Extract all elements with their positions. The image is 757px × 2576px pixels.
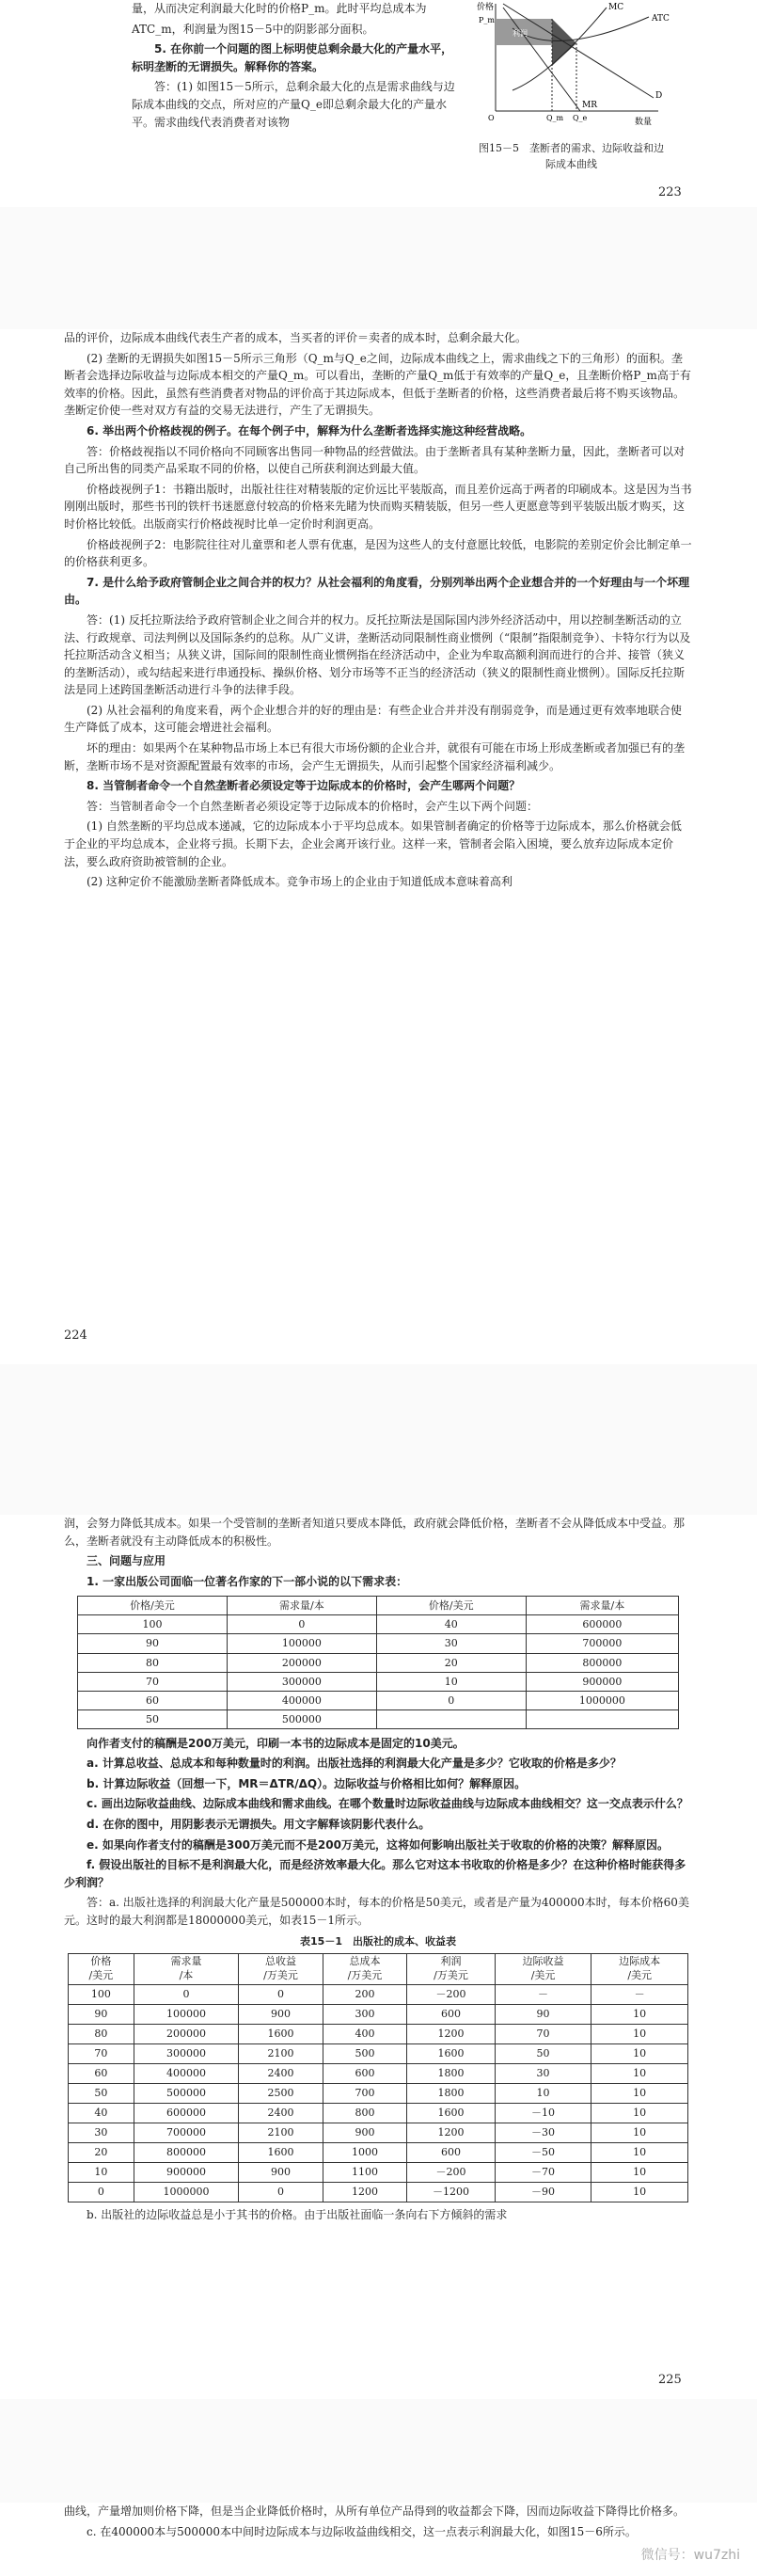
table-cell: 2400: [239, 2103, 323, 2123]
table-header: 价格/美元: [78, 1597, 228, 1615]
table-cell: 1200: [323, 2182, 406, 2202]
table-cell: －50: [495, 2142, 591, 2162]
table-cell: 2400: [239, 2063, 323, 2083]
table-cell: 600000: [134, 2103, 239, 2123]
table-cell: －1200: [407, 2182, 496, 2202]
table-cell: 100: [78, 1615, 228, 1634]
table-row: [69, 2004, 688, 2024]
table-cell: 200000: [227, 1653, 376, 1672]
page-224-text: [64, 329, 692, 894]
table-cell: 10: [591, 2182, 688, 2202]
table-cell: 70: [495, 2024, 591, 2043]
table-cell: 0: [239, 2182, 323, 2202]
table-cell: 100000: [134, 2004, 239, 2024]
mr-label: MR: [582, 101, 597, 110]
table-cell: 900000: [134, 2162, 239, 2182]
table-cell: 400000: [134, 2063, 239, 2083]
answer-8: (2) 这种定价不能激励垄断者降低成本。竞争市场上的企业由于知道低成本意味着高利: [87, 875, 513, 889]
table-cell: 600000: [526, 1615, 678, 1634]
question-7: 7. 是什么给予政府管制企业之间合并的权力？从社会福利的角度看，分别列举出两个企业想合并的一个好理由与一个坏理由。: [64, 575, 690, 607]
table-cell: 70: [78, 1672, 228, 1691]
table-cell: 10: [591, 2043, 688, 2063]
paragraph: 润，会努力降低其成本。如果一个受管制的垄断者知道只要成本降低，政府就会降低价格，垄断者不会从降低成本中受益。那么，垄断者就没有主动降低成本的积极性。: [64, 1517, 686, 1548]
figure-caption: 图15－5 垄断者的需求、边际收益和边际成本曲线: [479, 142, 664, 170]
table-cell: 800000: [134, 2142, 239, 2162]
table-row: [78, 1634, 679, 1653]
text-line: 量，从而决定利润最大化时的价格P_m。此时平均总成本为: [132, 2, 427, 15]
question-1: 1. 一家出版公司面临一位著名作家的下一部小说的以下需求表：: [87, 1574, 408, 1588]
table-cell: 1100: [323, 2162, 406, 2182]
demand-table: [77, 1596, 679, 1728]
answer-7: 答：(1) 反托拉斯法给予政府管制企业之间合并的权力。反托拉斯法是国际国内涉外经济活动中，用以控制垄断活动的立法、行政规章、司法判例以及国际条约的总称。从广义讲，垄断活动同限制性商业惯例（“限制”指限制竞争）、卡特尔行为以及托拉斯活动含义相当；从狭义讲，国际间的限制性商业惯例指在经济活动中，企业为牟取高额利润而进行的合并、接管（狭义的垄断活动），或勾结起来进行串通投标、操纵价格、划分市场等不正当的经济活动（狭义的限制性商业惯例）。国际反托拉斯法是同上述跨国垄断活动进行斗争的法律手段。: [64, 612, 691, 697]
table-header: 需求量 /本: [134, 1953, 239, 1984]
atc-label: ATC: [652, 14, 670, 24]
table-cell: 40: [69, 2103, 134, 2123]
table-cell: －200: [407, 1984, 496, 2004]
table-cell: 50: [69, 2083, 134, 2103]
text-line: ATC_m，利润量为图15－5中的阴影部分面积。: [132, 22, 374, 36]
paragraph: c. 在400000本与500000本中间时边际成本与边际收益曲线相交，这一点表示利润最大化，如图15－6所示。: [87, 2524, 637, 2538]
table-cell: 1000: [323, 2142, 406, 2162]
table-cell: 900: [239, 2004, 323, 2024]
table-cell: 600: [323, 2063, 406, 2083]
table-cell: 10: [495, 2083, 591, 2103]
answer-6: 价格歧视例子2：电影院往往对儿童票和老人票有优惠，是因为这些人的支付意愿比较低，电影院的差别定价会比制定单一的价格获利更多。: [64, 537, 692, 569]
table-cell: －90: [495, 2182, 591, 2202]
table-cell: 50: [78, 1709, 228, 1728]
origin-label: O: [488, 114, 495, 122]
table-cell: 200: [323, 1984, 406, 2004]
table-header: 价格/美元: [376, 1597, 526, 1615]
table-cell: 20: [376, 1653, 526, 1672]
table-cell: 10: [69, 2162, 134, 2182]
paragraph: 曲线，产量增加则价格下降，但是当企业降低价格时，从所有单位产品得到的收益都会下降，因而边际收益下降得比价格多。: [64, 2504, 686, 2518]
table-cell: －30: [495, 2123, 591, 2142]
table-header: 总成本 /万美元: [323, 1953, 406, 1984]
table-cell: [526, 1709, 678, 1728]
table-cell: －200: [407, 2162, 496, 2182]
table-cell: 0: [239, 1984, 323, 2004]
table-row: [69, 2182, 688, 2202]
table-cell: 10: [591, 2123, 688, 2142]
table-cell: 900: [239, 2162, 323, 2182]
table-cell: 500000: [227, 1709, 376, 1728]
question-6: 6. 举出两个价格歧视的例子。在每个例子中，解释为什么垄断者选择实施这种经营战略。: [87, 423, 532, 437]
table-row: [69, 2103, 688, 2123]
answer-a: 答：a. 出版社选择的利润最大化产量是500000本时，每本的价格是50美元，或者是产量为400000本时，每本价格60美元。这时的最大利润都是18000000美元，如表15－1所示。: [64, 1896, 689, 1928]
paragraph: (2) 垄断的无谓损失如图15－5所示三角形（Q_m与Q_e之间，边际成本曲线之上，需求曲线之下的三角形）的面积。垄断者会选择边际收益与边际成本相交的产量Q_m。可以看出，垄断的产量Q_m低于有效率的产量Q_e，且垄断价格P_m高于有效率的价格。因此，虽然有些消费者对物品的评价高于其边际成本，但低于垄断者的价格，这些消费者最后将不购买该物品。垄断定价使一些对双方有益的交易无法进行，产生了无谓损失。: [64, 351, 691, 418]
table-header: 需求量/本: [227, 1597, 376, 1615]
table-cell: 80: [78, 1653, 228, 1672]
table-cell: 100000: [227, 1634, 376, 1653]
table-cell: 1000000: [134, 2182, 239, 2202]
table-row: [78, 1615, 679, 1634]
table-cell: 1600: [239, 2142, 323, 2162]
table-row: [69, 2043, 688, 2063]
mc-label: MC: [608, 3, 624, 12]
table-cell: 40: [376, 1615, 526, 1634]
page-225: [0, 1515, 757, 2399]
answer-8: 答：当管制者命令一个自然垄断者必须设定等于边际成本的价格时，会产生以下两个问题：: [87, 799, 539, 813]
d-label: D: [655, 91, 663, 101]
watermark: 微信号：wu7zhi: [640, 2548, 740, 2564]
table-cell: 500: [323, 2043, 406, 2063]
table-cell: 90: [495, 2004, 591, 2024]
table-cell: 1200: [407, 2024, 496, 2043]
table-cell: 100: [69, 1984, 134, 2004]
table-cell: 700: [323, 2083, 406, 2103]
table-row: [69, 1984, 688, 2004]
table-cell: 10: [376, 1672, 526, 1691]
page-226-text: [64, 2503, 692, 2543]
page-number: 224: [64, 1328, 87, 1343]
answer-6: 价格歧视例子1：书籍出版时，出版社往往对精装版的定价远比平装版高，而且差价远高于两者的印刷成本。这是因为当书刚刚出版时，那些书刊的铁杆书迷愿意付较高的价格来先睹为快而购买精装版，但另一些人更愿意等到平装版出版才购买，这时价格比较低。出版商实行价格歧视时比单一定价时利润更高。: [64, 482, 692, 531]
section-title: 三、问题与应用: [87, 1554, 166, 1568]
table-cell: 30: [69, 2123, 134, 2142]
table-header: 边际成本 /美元: [591, 1953, 688, 1984]
page-223: [0, 0, 757, 207]
table-row: [69, 2142, 688, 2162]
table-cell: 2500: [239, 2083, 323, 2103]
table-cell: 900000: [526, 1672, 678, 1691]
table-header: 总收益 /万美元: [239, 1953, 323, 1984]
cost-revenue-table: [68, 1953, 688, 2202]
table-cell: 10: [591, 2063, 688, 2083]
page-223-text: [132, 0, 461, 134]
paragraph: 品的评价，边际成本曲线代表生产者的成本，当买者的评价＝卖者的成本时，总剩余最大化。: [64, 331, 528, 344]
sub-question-a: a. 计算总收益、总成本和每种数量时的利润。出版社选择的利润最大化产量是多少？它收取的价格是多少？: [87, 1757, 622, 1771]
page-225-text: [64, 1515, 692, 2226]
table-cell: 0: [227, 1615, 376, 1634]
answer-8: (1) 自然垄断的平均总成本递减，它的边际成本小于平均总成本。如果管制者确定的价格等于边际成本，那么价格就会低于企业的平均总成本，企业将亏损。长期下去，企业会离开该行业。这样一来，管制者会陷入困境，要么放弃边际成本定价法，要么政府资助被管制的企业。: [64, 819, 682, 868]
table-cell: 1600: [407, 2103, 496, 2123]
pm-label: P_m: [479, 16, 495, 24]
table-cell: 2100: [239, 2043, 323, 2063]
table-cell: 10: [591, 2024, 688, 2043]
page-number: 223: [658, 185, 682, 199]
y-axis-label: 价格: [477, 3, 495, 12]
table-cell: 10: [591, 2162, 688, 2182]
table-cell: 400000: [227, 1691, 376, 1709]
table-cell: 1200: [407, 2123, 496, 2142]
table-cell: 700000: [526, 1634, 678, 1653]
table-cell: 2100: [239, 2123, 323, 2142]
sub-question-c: c. 画出边际收益曲线、边际成本曲线和需求曲线。在哪个数量时边际收益曲线与边际成本曲线相交？这一交点表示什么？: [87, 1797, 688, 1811]
table-cell: －70: [495, 2162, 591, 2182]
question-1-intro: 向作者支付的稿酬是200万美元，印刷一本书的边际成本是固定的10美元。: [87, 1736, 465, 1750]
page-226: [0, 2503, 757, 2576]
table-cell: 50: [495, 2043, 591, 2063]
table-cell: 200000: [134, 2024, 239, 2043]
table-cell: 900: [323, 2123, 406, 2142]
table-cell: 500000: [134, 2083, 239, 2103]
table-cell: 1600: [239, 2024, 323, 2043]
table-cell: 60: [69, 2063, 134, 2083]
table-cell: 0: [134, 1984, 239, 2004]
table-cell: 10: [591, 2004, 688, 2024]
table-row: [78, 1672, 679, 1691]
page-gap: [0, 207, 757, 329]
table-cell: 70: [69, 2043, 134, 2063]
table-cell: 1800: [407, 2063, 496, 2083]
sub-question-b: b. 计算边际收益（回想一下，MR＝ΔTR/ΔQ）。边际收益与价格相比如何？解释原因。: [87, 1776, 527, 1790]
page-gap: [0, 1364, 757, 1515]
table-header: 需求量/本: [526, 1597, 678, 1615]
profit-label: 利润: [513, 29, 528, 38]
table-row: [69, 2024, 688, 2043]
table-cell: 300000: [227, 1672, 376, 1691]
qe-label: Q_e: [573, 114, 588, 122]
table-cell: 700000: [134, 2123, 239, 2142]
table-cell: 300000: [134, 2043, 239, 2063]
cost-table-title: 表15－1 出版社的成本、收益表: [300, 1934, 456, 1948]
table-cell: 0: [69, 2182, 134, 2202]
table-cell: 10: [591, 2142, 688, 2162]
x-axis-label: 数量: [635, 118, 653, 127]
answer-7: (2) 从社会福利的角度来看，两个企业想合并的好的理由是：有些企业合并并没有削弱竞争，而是通过更有效率地联合使生产降低了成本，这可能会增进社会福利。: [64, 703, 682, 735]
sub-question-d: d. 在你的图中，用阴影表示无谓损失。用文字解释该阴影代表什么。: [87, 1818, 431, 1832]
table-row: [69, 2083, 688, 2103]
table-cell: －: [591, 1984, 688, 2004]
table-row: [78, 1653, 679, 1672]
table-cell: 1000000: [526, 1691, 678, 1709]
table-cell: 800: [323, 2103, 406, 2123]
table-row: [69, 2063, 688, 2083]
answer-7: 坏的理由：如果两个在某种物品市场上本已有很大市场份额的企业合并，就很有可能在市场上形成垄断或者加强已有的垄断，垄断市场不是对资源配置最有效率的市场，会产生无谓损失，从而引起整个国家经济福利减少。: [64, 741, 686, 772]
table-cell: 800000: [526, 1653, 678, 1672]
table-header: 边际收益 /美元: [495, 1953, 591, 1984]
table-cell: 300: [323, 2004, 406, 2024]
answer-6: 答：价格歧视指以不同价格向不同顾客出售同一种物品的经营做法。由于垄断者具有某种垄断力量，因此，垄断者可以对自己所出售的同类产品采取不同的价格，以使自己所获利润达到最大值。: [64, 444, 686, 476]
table-row: [78, 1709, 679, 1728]
table-header: 价格 /美元: [69, 1953, 134, 1984]
table-cell: 10: [591, 2083, 688, 2103]
table-row: [69, 2162, 688, 2182]
table-cell: 400: [323, 2024, 406, 2043]
table-cell: 1800: [407, 2083, 496, 2103]
table-cell: 30: [495, 2063, 591, 2083]
answer-5: 答：(1) 如图15－5所示，总剩余最大化的点是需求曲线与边际成本曲线的交点，所对应的产量Q_e即总剩余最大化的产量水平。需求曲线代表消费者对该物: [132, 80, 455, 129]
table-row: [78, 1691, 679, 1709]
table-cell: [376, 1709, 526, 1728]
table-cell: 0: [376, 1691, 526, 1709]
table-cell: 30: [376, 1634, 526, 1653]
answer-b: b. 出版社的边际收益总是小于其书的价格。由于出版社面临一条向右下方倾斜的需求: [87, 2207, 508, 2221]
page-number: 225: [658, 2373, 682, 2387]
qm-label: Q_m: [546, 114, 564, 122]
page-gap: [0, 2399, 757, 2503]
table-cell: 600: [407, 2142, 496, 2162]
table-header: 利润 /万美元: [407, 1953, 496, 1984]
table-cell: 20: [69, 2142, 134, 2162]
table-row: [69, 2123, 688, 2142]
table-cell: 1600: [407, 2043, 496, 2063]
table-cell: 90: [69, 2004, 134, 2024]
table-cell: 10: [591, 2103, 688, 2123]
table-cell: －: [495, 1984, 591, 2004]
sub-question-e: e. 如果向作者支付的稿酬是300万美元而不是200万美元，这将如何影响出版社关于收取的价格的决策？解释原因。: [87, 1837, 669, 1852]
table-cell: 90: [78, 1634, 228, 1653]
table-cell: －10: [495, 2103, 591, 2123]
question-8: 8. 当管制者命令一个自然垄断者必须设定等于边际成本的价格时，会产生哪两个问题？: [87, 779, 521, 793]
figure-15-5: [475, 0, 668, 141]
table-cell: 60: [78, 1691, 228, 1709]
page-224: [0, 329, 757, 1364]
question-5: 5. 在你前一个问题的图上标明使总剩余最大化的产量水平，标明垄断的无谓损失。解释你的答案。: [132, 42, 453, 73]
sub-question-f: f. 假设出版社的目标不是利润最大化，而是经济效率最大化。那么它对这本书收取的价格是多少？在这种价格时能获得多少利润？: [64, 1858, 686, 1889]
table-cell: 80: [69, 2024, 134, 2043]
table-cell: 600: [407, 2004, 496, 2024]
